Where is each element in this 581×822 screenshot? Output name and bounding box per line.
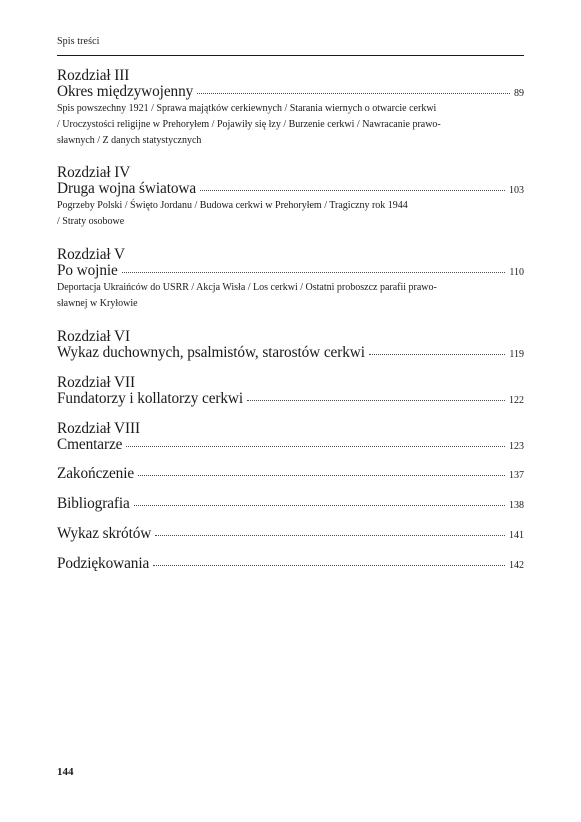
- toc-entry-chapter-8[interactable]: [57, 421, 524, 453]
- subtopics-line: Pogrzeby Polski / Święto Jordanu / Budowa cerkwi w Prehoryłem / Tragiczny rok 1944: [57, 200, 408, 211]
- toc-title-line: [57, 181, 524, 197]
- toc-entry-bibliography[interactable]: [57, 496, 524, 512]
- table-of-contents: [57, 65, 524, 572]
- chapter-title: Fundatorzy i kollatorzy cerkwi: [57, 390, 244, 407]
- toc-title-line: [57, 496, 524, 512]
- page-number: 142: [509, 560, 524, 571]
- chapter-label: Rozdział V: [57, 246, 125, 263]
- page-number: 122: [509, 395, 524, 406]
- dot-leader: [247, 400, 505, 401]
- dot-leader: [155, 535, 505, 536]
- toc-entry-abbreviations[interactable]: [57, 526, 524, 542]
- chapter-title: Druga wojna światowa: [57, 180, 197, 197]
- chapter-subtopics: [57, 101, 524, 149]
- subtopics-line: / Uroczystości religijne w Prehoryłem / Pojawiły się łzy / Burzenie cerkwi / Nawracanie prawo-: [57, 119, 441, 130]
- toc-title-line: [57, 84, 524, 100]
- toc-entry-chapter-4[interactable]: [57, 165, 524, 230]
- toc-title-line: [57, 466, 524, 482]
- dot-leader: [369, 354, 506, 355]
- section-title: Podziękowania: [57, 555, 150, 572]
- page-number: 138: [509, 500, 524, 511]
- page-number: 110: [509, 267, 524, 278]
- page-number: 141: [509, 530, 524, 541]
- section-title: Bibliografia: [57, 495, 130, 512]
- chapter-label: Rozdział VI: [57, 328, 130, 345]
- toc-title-line: [57, 263, 524, 279]
- dot-leader: [134, 505, 505, 506]
- header-rule: [57, 55, 524, 56]
- chapter-title: Cmentarze: [57, 436, 123, 453]
- dot-leader: [200, 190, 505, 191]
- chapter-label: Rozdział III: [57, 67, 130, 84]
- page-number: 103: [509, 185, 524, 196]
- toc-title-line: [57, 437, 524, 453]
- dot-leader: [197, 93, 510, 94]
- toc-entry-chapter-7[interactable]: [57, 375, 524, 407]
- dot-leader: [138, 475, 505, 476]
- running-head: Spis treści: [57, 36, 100, 47]
- chapter-title: Po wojnie: [57, 262, 118, 279]
- page-number: 137: [509, 470, 524, 481]
- subtopics-line: sławnej w Kryłowie: [57, 298, 138, 309]
- chapter-title: Okres międzywojenny: [57, 83, 194, 100]
- toc-title-line: [57, 391, 524, 407]
- dot-leader: [126, 446, 505, 447]
- chapter-label: Rozdział VIII: [57, 420, 140, 437]
- subtopics-line: / Straty osobowe: [57, 216, 125, 227]
- chapter-label: Rozdział IV: [57, 164, 131, 181]
- toc-entry-chapter-5[interactable]: [57, 247, 524, 312]
- toc-entry-acknowledgements[interactable]: [57, 556, 524, 572]
- chapter-title: Wykaz duchownych, psalmistów, starostów cerkwi: [57, 344, 365, 361]
- dot-leader: [122, 272, 506, 273]
- section-title: Wykaz skrótów: [57, 525, 152, 542]
- chapter-subtopics: [57, 198, 524, 230]
- toc-entry-chapter-3[interactable]: [57, 68, 524, 149]
- subtopics-line: sławnych / Z danych statystycznych: [57, 135, 202, 146]
- toc-entry-conclusion[interactable]: [57, 466, 524, 482]
- page-folio: 144: [57, 766, 74, 778]
- subtopics-line: Spis powszechny 1921 / Sprawa majątków cerkiewnych / Starania wiernych o otwarcie cerkwi: [57, 103, 437, 114]
- dot-leader: [153, 565, 505, 566]
- subtopics-line: Deportacja Ukraińców do USRR / Akcja Wisła / Los cerkwi / Ostatni proboszcz parafii prawo-: [57, 282, 437, 293]
- page-number: 119: [509, 349, 524, 360]
- page-number: 123: [509, 441, 524, 452]
- chapter-label: Rozdział VII: [57, 374, 135, 391]
- chapter-subtopics: [57, 280, 524, 312]
- toc-title-line: [57, 526, 524, 542]
- page-number: 89: [514, 88, 524, 99]
- toc-title-line: [57, 345, 524, 361]
- section-title: Zakończenie: [57, 465, 135, 482]
- toc-title-line: [57, 556, 524, 572]
- toc-entry-chapter-6[interactable]: [57, 329, 524, 361]
